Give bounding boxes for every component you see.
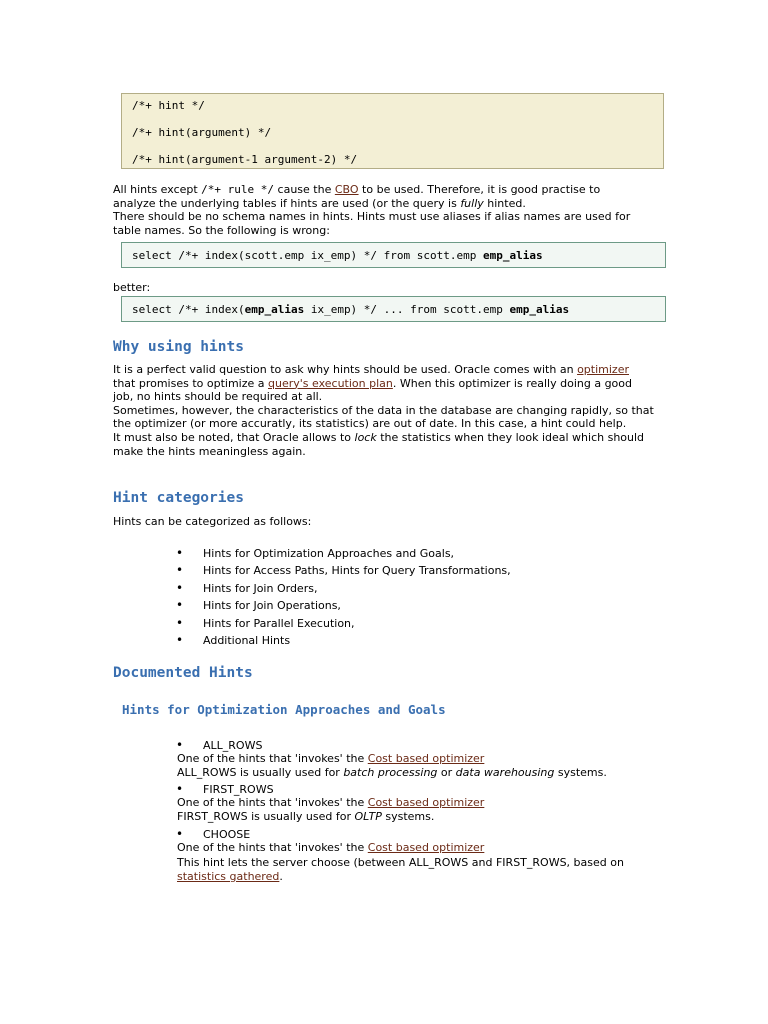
optimizer-link[interactable]: optimizer bbox=[577, 363, 629, 376]
schema-names-text: There should be no schema names in hints. Hints must use aliases if alias names are used for table names. So the following is wrong: bbox=[113, 210, 631, 237]
categories-list bbox=[176, 545, 511, 649]
hint-syntax-line: /*+ hint(argument) */ bbox=[132, 126, 272, 139]
choose-item: • CHOOSE bbox=[176, 827, 250, 841]
list-item: • Hints for Optimization Approaches and Goals, bbox=[176, 545, 511, 562]
categories-intro: Hints can be categorized as follows: bbox=[113, 515, 312, 528]
first-rows-item: • FIRST_ROWS bbox=[176, 782, 274, 796]
all-rows-item: • ALL_ROWS bbox=[176, 738, 262, 752]
all-rows-usage: ALL_ROWS is usually used for batch processing or data warehousing systems. bbox=[177, 766, 607, 779]
documented-hints-heading: Documented Hints bbox=[113, 665, 253, 681]
cbo-link[interactable]: CBO bbox=[334, 183, 359, 196]
list-item: • Hints for Join Orders, bbox=[176, 580, 511, 597]
code-example-better: select /*+ index(emp_alias ix_emp) */ ... from scott.emp emp_alias bbox=[121, 296, 666, 322]
list-item: • Additional Hints bbox=[176, 632, 511, 649]
better-label: better: bbox=[113, 281, 151, 294]
why-hints-heading: Why using hints bbox=[113, 339, 244, 355]
list-item: • Hints for Access Paths, Hints for Query Transformations, bbox=[176, 562, 511, 579]
code-example-wrong: select /*+ index(scott.emp ix_emp) */ from scott.emp emp_alias bbox=[121, 242, 666, 268]
execution-plan-link[interactable]: query's execution plan bbox=[268, 376, 393, 390]
rule-hint-code: /*+ rule */ bbox=[201, 183, 275, 196]
statistics-gathered-link[interactable]: statistics gathered bbox=[177, 870, 280, 883]
first-rows-usage: FIRST_ROWS is usually used for OLTP systems. bbox=[177, 810, 435, 823]
hint-syntax-line: /*+ hint */ bbox=[132, 99, 205, 112]
cost-based-optimizer-link[interactable]: Cost based optimizer bbox=[367, 752, 485, 765]
intro-paragraph: All hints except /*+ rule */ cause the CBO to be used. Therefore, it is good practise to analyze the underlying tables if hints are used (or the query is fully hinted. There should be no schema names in hints. Hints must use aliases if alias names are used for table names. So the following is wrong: bbox=[113, 183, 631, 237]
cost-based-optimizer-link[interactable]: Cost based optimizer bbox=[367, 841, 485, 854]
first-rows-desc: One of the hints that 'invokes' the Cost based optimizer bbox=[177, 796, 485, 809]
why-hints-paragraph: It is a perfect valid question to ask why hints should be used. Oracle comes with an optimizer that promises to optimize a query's execution plan. When this optimizer is really doing a good job, no hints should be required at all. Sometimes, however, the characteristics of the data in the database are changing rapidly, so that the optimizer (or more accuratly, its statistics) are out of date. In this case, a hint could help. It must also be noted, that Oracle allows to lock the statistics when they look ideal which should make the hints meaningless again. bbox=[113, 363, 654, 458]
choose-usage-cont: statistics gathered. bbox=[177, 870, 283, 883]
hint-categories-heading: Hint categories bbox=[113, 490, 244, 506]
list-item: • Hints for Parallel Execution, bbox=[176, 615, 511, 632]
all-rows-desc: One of the hints that 'invokes' the Cost based optimizer bbox=[177, 752, 485, 765]
choose-desc: One of the hints that 'invokes' the Cost based optimizer bbox=[177, 841, 485, 854]
hint-syntax-line: /*+ hint(argument-1 argument-2) */ bbox=[132, 153, 358, 166]
hint-syntax-box bbox=[121, 93, 664, 169]
cost-based-optimizer-link[interactable]: Cost based optimizer bbox=[367, 796, 485, 809]
optimization-goals-subheading: Hints for Optimization Approaches and Goals bbox=[122, 702, 446, 717]
list-item: • Hints for Join Operations, bbox=[176, 597, 511, 614]
choose-usage: This hint lets the server choose (between ALL_ROWS and FIRST_ROWS, based on bbox=[177, 856, 624, 869]
